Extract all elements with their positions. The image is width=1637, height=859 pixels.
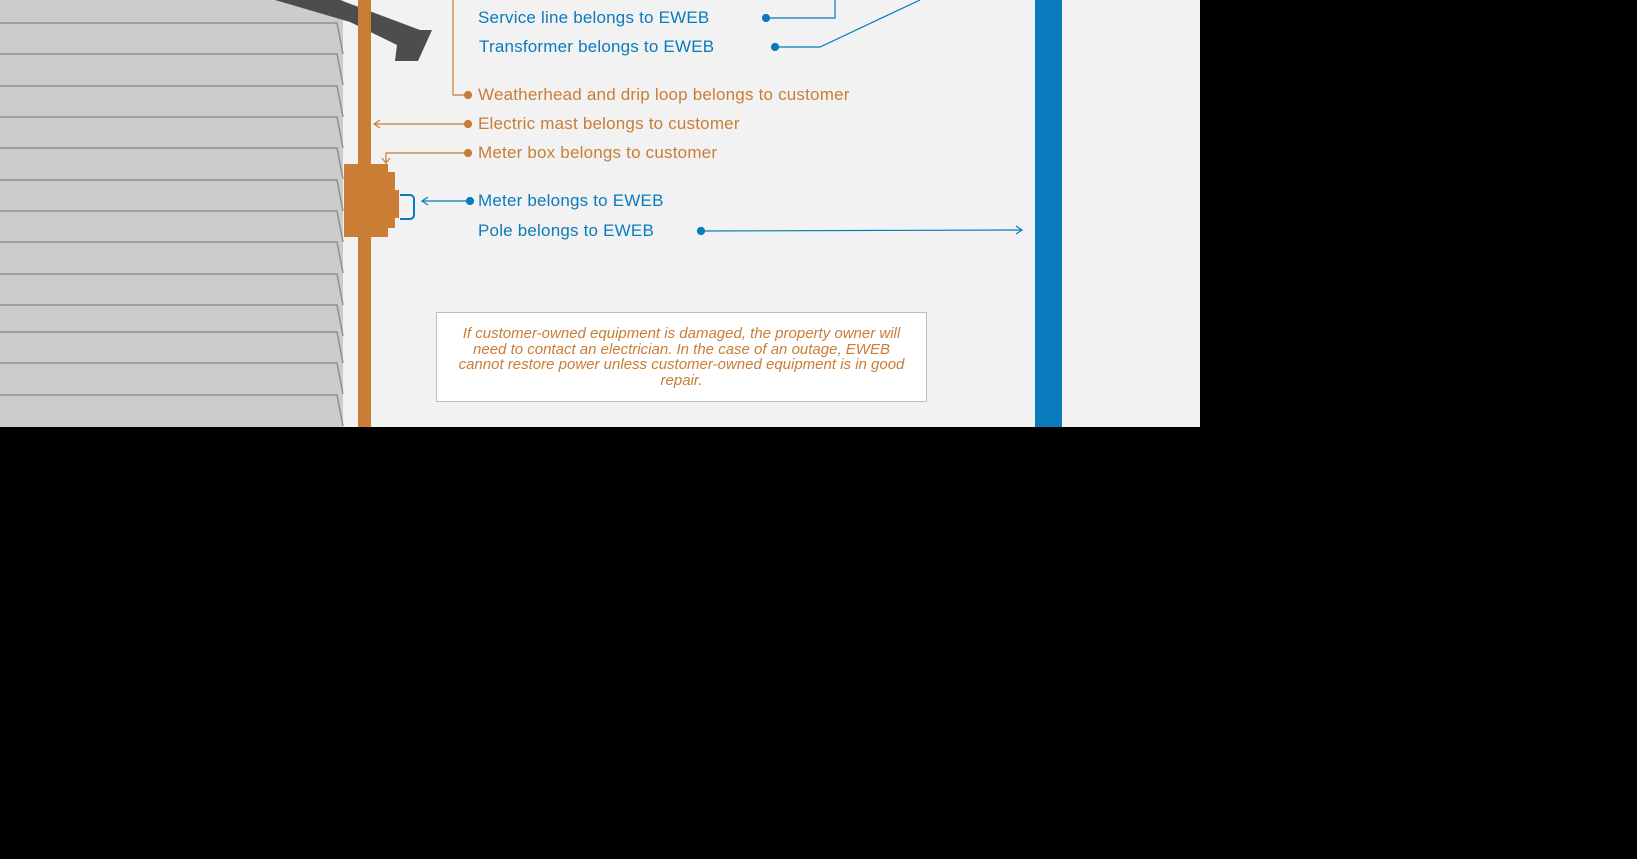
outage-note: If customer-owned equipment is damaged, the property owner will need to contact an electrician. In the case of an outage, EWEB cannot restore power unless customer-owned equipment is in good repair. (436, 312, 927, 402)
meter-box-label: Meter box belongs to customer (478, 143, 718, 162)
utility-pole (1035, 0, 1062, 427)
meter-box (344, 164, 399, 237)
transformer-label: Transformer belongs to EWEB (479, 37, 715, 56)
weatherhead-label: Weatherhead and drip loop belongs to customer (478, 85, 850, 104)
pole-label: Pole belongs to EWEB (478, 221, 654, 240)
meter-label: Meter belongs to EWEB (478, 191, 664, 210)
ownership-diagram (0, 0, 1200, 427)
electric-mast-label: Electric mast belongs to customer (478, 114, 740, 133)
meter-bracket (400, 195, 414, 219)
service-line-label: Service line belongs to EWEB (478, 8, 710, 27)
house-siding (0, 0, 343, 427)
